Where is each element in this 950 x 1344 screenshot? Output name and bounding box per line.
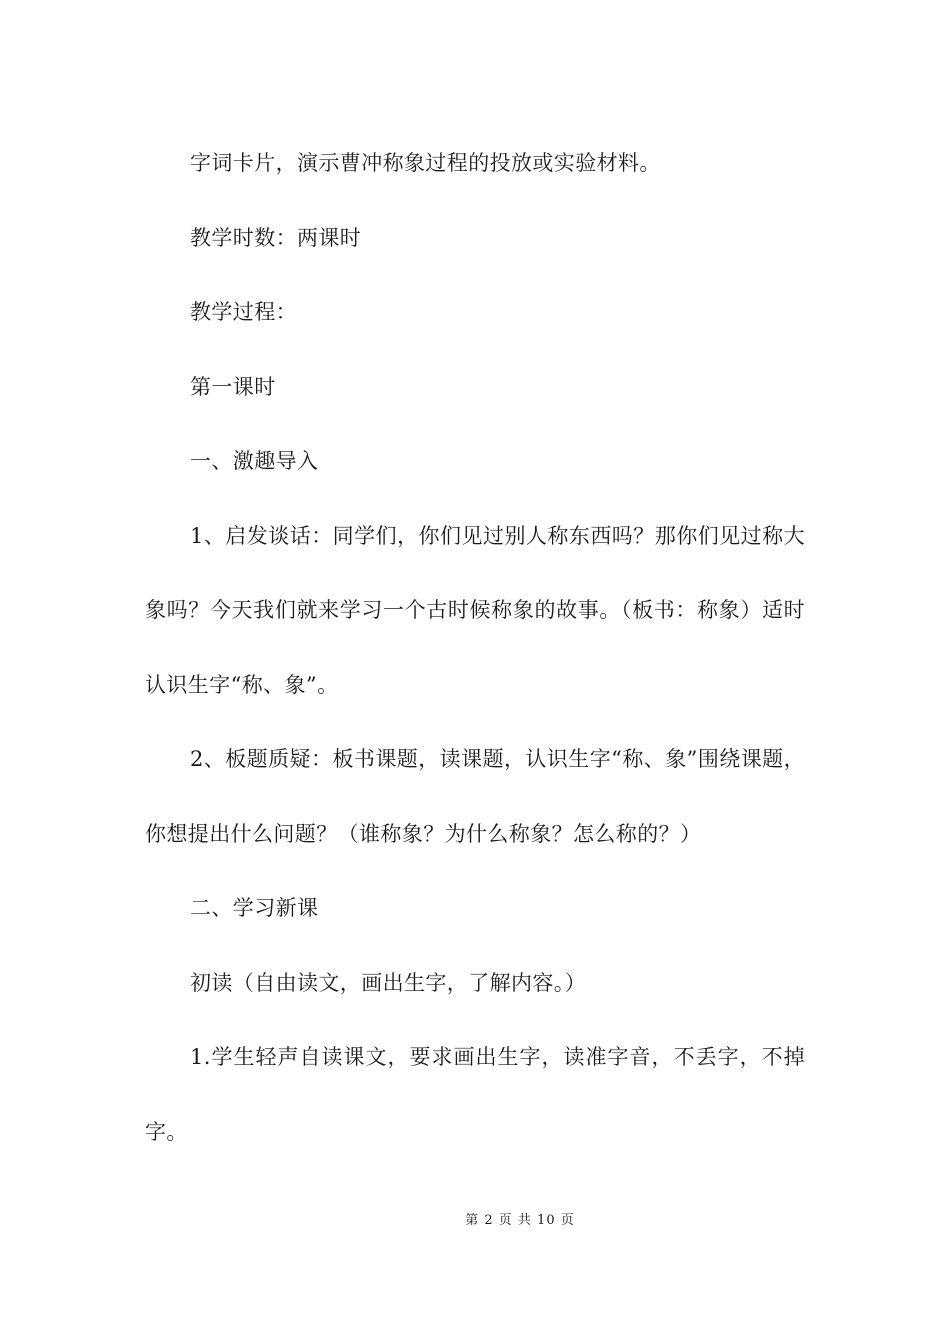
paragraph-teaching-process: 教学过程： [190,300,297,324]
document-body [145,126,805,1169]
paragraph-step-2: 2、板题质疑：板书课题，读课题，认识生字“称、象”围绕课题，你想提出什么问题？（谁称象？为什么称象？怎么称的？） [145,747,805,846]
page-footer: 第 2 页 共 10 页 [465,1213,575,1228]
paragraph-step-1: 1、启发谈话：同学们，你们见过别人称东西吗？那你们见过称大象吗？今天我们就来学习一个古时候称象的故事。（板书：称象）适时认识生字“称、象”。 [145,523,805,697]
heading-introduction: 一、激趣导入 [190,449,319,473]
paragraph-materials: 字词卡片，演示曹冲称象过程的投放或实验材料。 [190,151,661,175]
paragraph-teaching-hours: 教学时数：两课时 [190,225,362,250]
heading-first-lesson: 第一课时 [190,374,276,399]
paragraph-reading-step-1: 1.学生轻声自读课文，要求画出生字，读准字音，不丢字，不掉字。 [145,1045,805,1144]
heading-new-lesson: 二、学习新课 [190,896,319,920]
paragraph-first-reading: 初读（自由读文，画出生字，了解内容。） [190,970,587,995]
